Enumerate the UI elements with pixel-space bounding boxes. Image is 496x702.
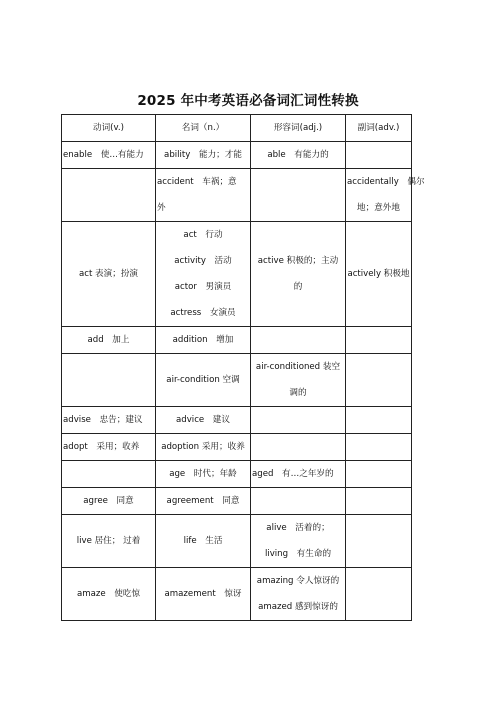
table-row xyxy=(62,354,412,407)
cell-text: advise 忠告；建议 xyxy=(63,415,143,425)
table-row xyxy=(62,568,412,621)
header-verb: 动词(v.) xyxy=(62,115,156,142)
cell-text: addition 增加 xyxy=(172,335,234,345)
noun-cell xyxy=(156,222,251,327)
cell-text: accidentally 偶尔 xyxy=(347,177,425,187)
cell-text: alive 活着的； xyxy=(266,523,330,533)
noun-cell xyxy=(156,568,251,621)
cell-text: live 居住； 过着 xyxy=(76,536,141,546)
adverb-cell xyxy=(346,461,412,488)
adjective-cell xyxy=(251,568,346,621)
cell-text: adopt 采用；收养 xyxy=(63,442,140,452)
adjective-cell xyxy=(251,515,346,568)
adverb-cell xyxy=(346,354,412,407)
adverb-cell xyxy=(346,488,412,515)
verb-cell xyxy=(62,327,156,354)
cell-text: accident 车祸；意 xyxy=(157,177,237,187)
verb-cell xyxy=(62,169,156,222)
table-row xyxy=(62,327,412,354)
cell-text: agreement 同意 xyxy=(166,496,240,506)
page-title: 2025 年中考英语必备词汇词性转换 xyxy=(137,93,359,109)
header-noun: 名词（n.） xyxy=(156,115,251,142)
adverb-cell xyxy=(346,434,412,461)
noun-cell xyxy=(156,142,251,169)
cell-text: life 生活 xyxy=(183,536,223,546)
table-row xyxy=(62,515,412,568)
verb-cell xyxy=(62,568,156,621)
cell-text: enable 使…有能力 xyxy=(63,150,144,160)
noun-cell xyxy=(156,407,251,434)
cell-text: air-conditioned 装空 xyxy=(255,362,341,372)
verb-cell xyxy=(62,488,156,515)
noun-cell xyxy=(156,434,251,461)
cell-text: active 积极的；主动 xyxy=(257,256,339,266)
cell-text: aged 有…之年岁的 xyxy=(252,469,334,479)
noun-cell xyxy=(156,327,251,354)
adjective-cell xyxy=(251,461,346,488)
verb-cell xyxy=(62,222,156,327)
adverb-cell xyxy=(346,407,412,434)
header-adjective: 形容词(adj.) xyxy=(251,115,346,142)
adjective-cell xyxy=(251,354,346,407)
cell-text: advice 建议 xyxy=(176,415,230,425)
table-row xyxy=(62,488,412,515)
verb-cell xyxy=(62,461,156,488)
verb-cell xyxy=(62,434,156,461)
noun-cell xyxy=(156,169,251,222)
adjective-cell xyxy=(251,327,346,354)
noun-cell xyxy=(156,461,251,488)
cell-text: living 有生命的 xyxy=(264,549,332,559)
cell-text: ability 能力；才能 xyxy=(164,150,242,160)
verb-cell xyxy=(62,407,156,434)
cell-text: age 时代；年龄 xyxy=(169,469,237,479)
cell-text: agree 同意 xyxy=(83,496,134,506)
cell-text: act 行动 xyxy=(183,230,223,240)
verb-cell xyxy=(62,354,156,407)
cell-text: 外 xyxy=(157,203,166,213)
adverb-cell xyxy=(346,222,412,327)
cell-text: 调的 xyxy=(289,388,307,398)
table-row xyxy=(62,461,412,488)
noun-cell xyxy=(156,354,251,407)
verb-cell xyxy=(62,142,156,169)
word-conversion-table xyxy=(61,114,425,621)
adverb-cell xyxy=(346,169,425,222)
table-row xyxy=(62,222,412,327)
cell-text: 地；意外地 xyxy=(357,203,400,213)
cell-text: actively 积极地 xyxy=(347,269,410,279)
adjective-cell xyxy=(251,434,346,461)
noun-cell xyxy=(156,488,251,515)
adjective-cell xyxy=(251,169,346,222)
adverb-cell xyxy=(346,142,412,169)
cell-text: air-condition 空调 xyxy=(166,375,240,385)
adverb-cell xyxy=(346,515,412,568)
table-row xyxy=(62,434,412,461)
adjective-cell xyxy=(251,488,346,515)
table-row xyxy=(62,169,412,222)
noun-cell xyxy=(156,515,251,568)
cell-text: adoption 采用；收养 xyxy=(161,442,245,452)
adjective-cell xyxy=(251,407,346,434)
cell-text: amazement 惊讶 xyxy=(164,589,242,599)
cell-text: add 加上 xyxy=(87,335,130,345)
adverb-cell xyxy=(346,327,412,354)
cell-text: act 表演；扮演 xyxy=(78,269,139,279)
cell-text: activity 活动 xyxy=(174,256,232,266)
cell-text: actress 女演员 xyxy=(170,308,236,318)
table-row xyxy=(62,142,412,169)
adjective-cell xyxy=(251,142,346,169)
cell-text: amaze 使吃惊 xyxy=(76,589,141,599)
adverb-cell xyxy=(346,568,412,621)
table-header-row xyxy=(62,115,412,142)
cell-text: 的 xyxy=(293,282,303,292)
cell-text: actor 男演员 xyxy=(174,282,232,292)
verb-cell xyxy=(62,515,156,568)
header-adverb: 副词(adv.) xyxy=(346,115,412,142)
table-row xyxy=(62,407,412,434)
adjective-cell xyxy=(251,222,346,327)
cell-text: able 有能力的 xyxy=(267,150,329,160)
cell-text: amazing 令人惊讶的 xyxy=(256,576,340,586)
cell-text: amazed 感到惊讶的 xyxy=(258,602,338,612)
